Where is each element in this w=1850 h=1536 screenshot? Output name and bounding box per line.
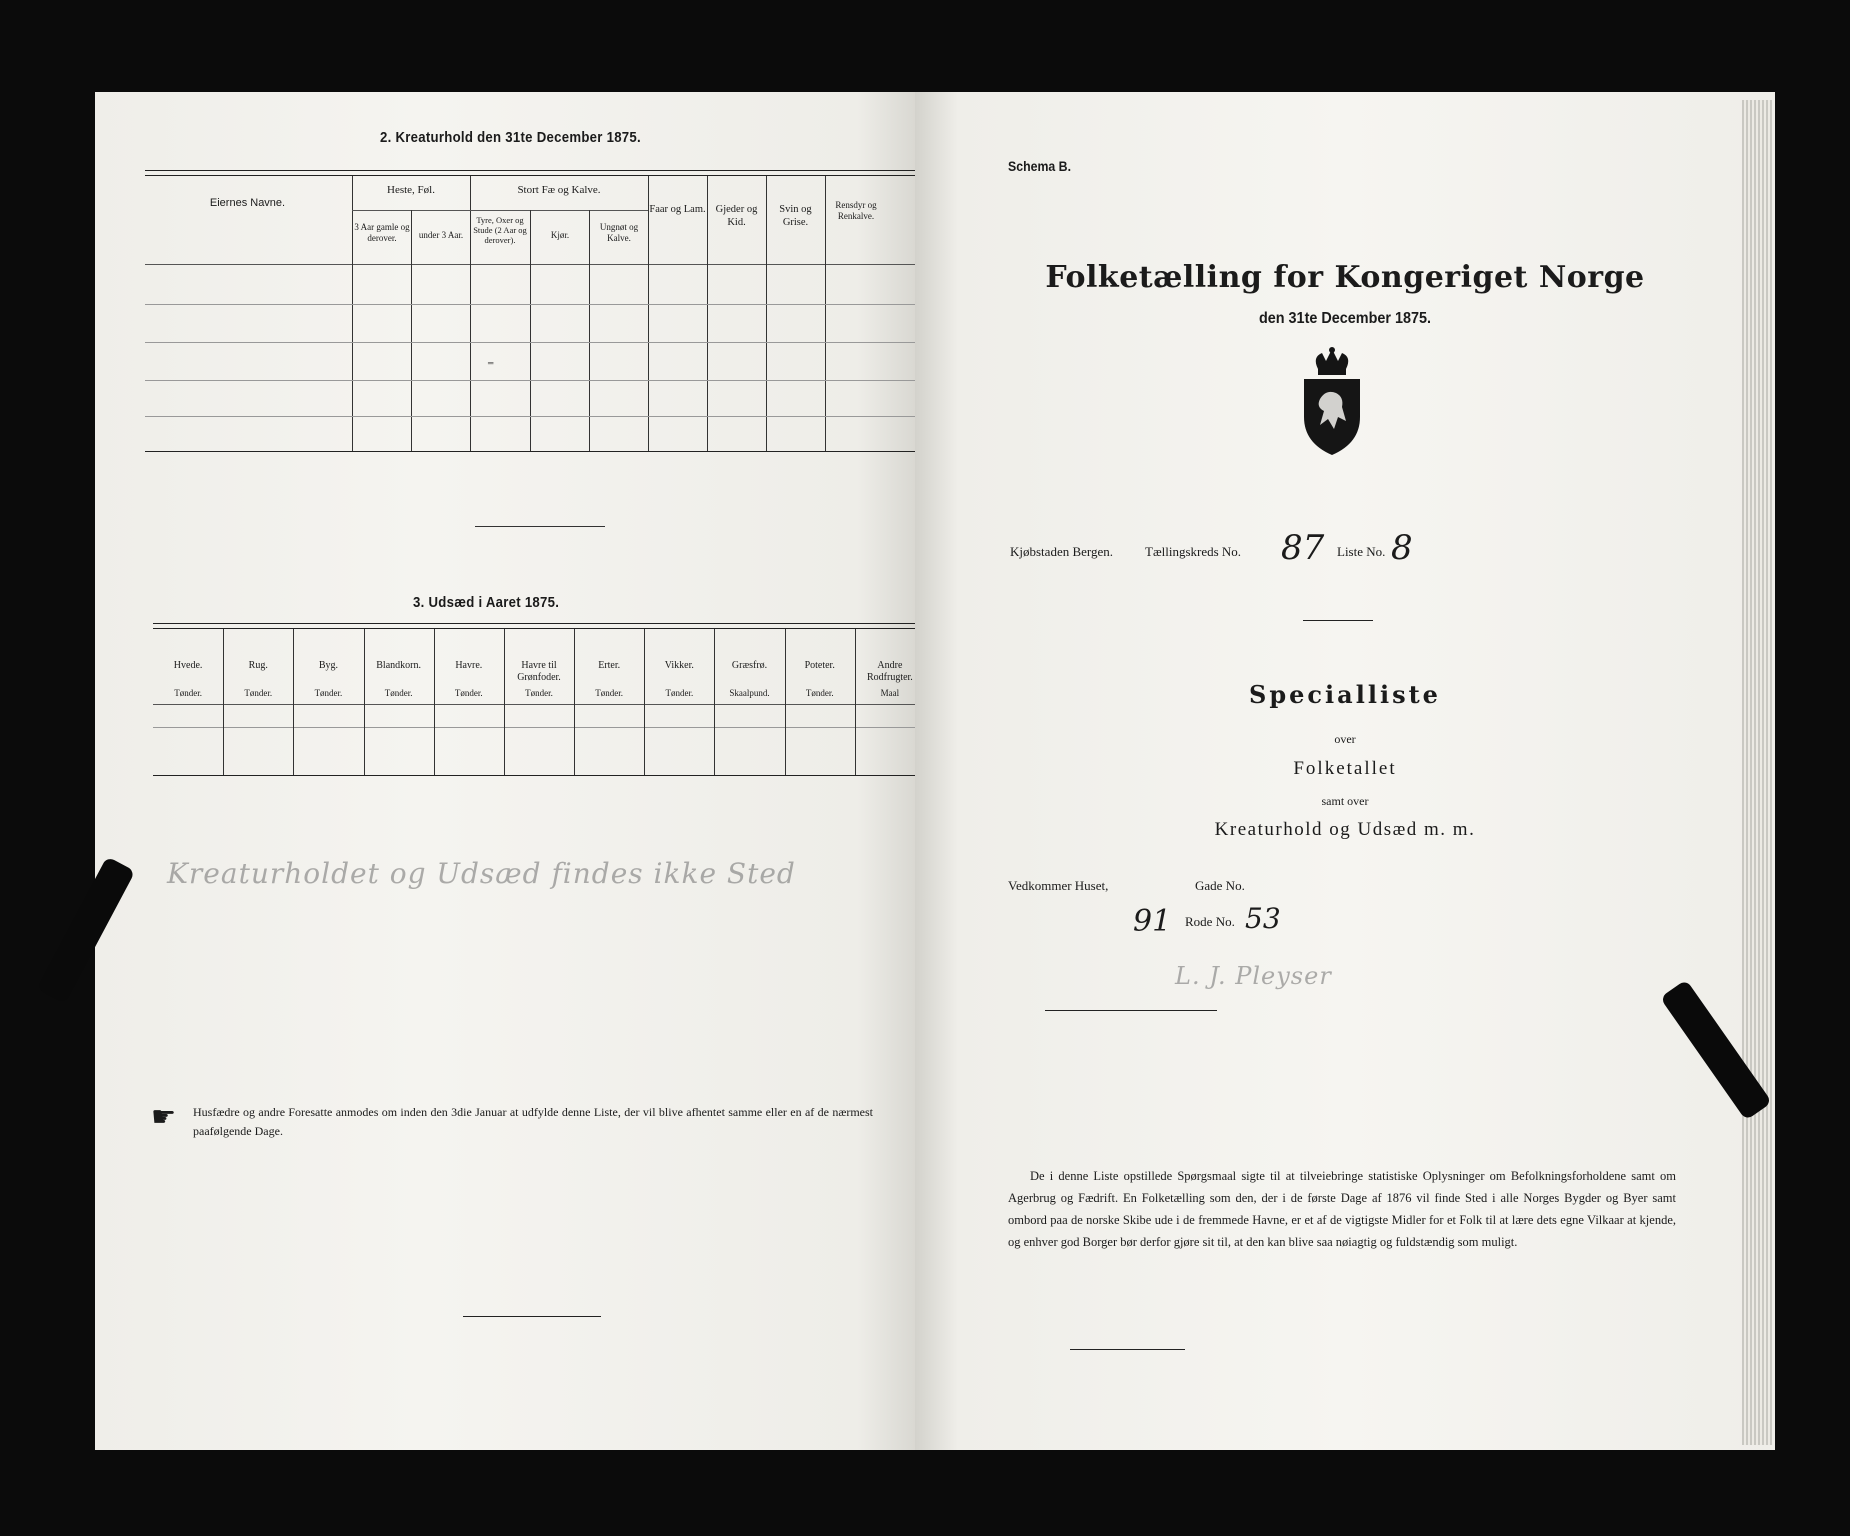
col-tyre-oxer: Tyre, Oxer og Stude (2 Aar og derover). [473,215,527,245]
col-heste-group: Heste, Føl. [387,184,435,196]
sowing-col-unit: Tønder. [665,688,694,698]
kreds-label: Tællingskreds No. [1145,544,1242,559]
sowing-col-name: Andre Rodfrugter. [866,660,913,683]
pointing-hand-icon: ☛ [151,1102,177,1133]
col-gjeder: Gjeder og Kid. [715,204,758,228]
col-rensdyr: Rensdyr og Renkalve. [835,200,877,222]
col-owner-names: Eiernes Navne. [209,197,286,209]
main-title: Folketælling for Kongeriget Norge [1045,260,1645,295]
rode-label: Rode No. [1185,914,1235,929]
sowing-col-unit: Tønder. [595,688,624,698]
sowing-col-name: Græsfrø. [731,660,768,671]
sowing-col-unit: Maal [880,688,900,698]
sowing-col-unit: Tønder. [525,688,553,698]
sowing-col-unit: Tønder. [174,688,202,698]
bottom-rule-left [463,1316,601,1317]
right-page [915,92,1775,1450]
left-border [0,0,95,1536]
sowing-col-unit: Tønder. [805,688,834,698]
sowing-col-name: Havre til Grønfoder. [517,660,561,683]
col-ungnot: Ungnøt og Kalve. [599,222,639,243]
sowing-col-name: Hvede. [173,660,203,671]
section3-title: 3. Udsæd i Aaret 1875. [413,594,560,611]
liste-value: 8 [1391,528,1413,568]
sowing-col-unit: Skaalpund. [729,688,770,698]
sowing-col-name: Poteter. [804,660,835,671]
gade-label: Gade No. [1195,878,1245,893]
separator-short [475,526,605,527]
folketallet: Folketallet [1293,758,1397,779]
right-border [1775,0,1850,1536]
sowing-col-name: Blandkorn. [376,660,421,671]
top-border [0,0,1850,92]
col-svin: Svin og Grise. [779,204,812,228]
sowing-col-unit: Tønder. [384,688,413,698]
notice-text: Husfædre og andre Foresatte anmodes om inden den 3die Januar at udfylde denne Liste, der vil blive afhentet samme eller en af de nærmest paafølgende Dage. [193,1105,873,1139]
intro-paragraph: De i denne Liste opstillede Spørgsmaal sigte til at tilveiebringe statistiske Oplysninger om Befolkningsforholdene samt om Agerbrug og Fædrift. En Folketælling som den, der i de første Dage af 1876 vil finde Sted i alle Norges Bygder og Byer samt ombord paa de norske Skibe ude i de fremmede Havne, er et af de vigtigste Midler for et Folk til at lære dets egne Vilkaar at kjende, og enhver god Borger bør derfor gjøre sit til, at den kan blive saa nøiagtig og fuldstændig som muligt. [1008,1169,1676,1249]
col-faar: Faar og Lam. [649,204,706,215]
kreaturhold-subtitle: Kreaturhold og Udsæd m. m. [1214,819,1476,840]
title-date: den 31te December 1875. [1258,310,1432,327]
liste-label: Liste No. [1337,544,1386,559]
col-storfae-group: Stort Fæ og Kalve. [517,184,601,196]
sowing-col-name: Byg. [318,660,339,671]
specialliste-title: Specialliste [1249,680,1441,709]
sowing-col-unit: Tønder. [454,688,483,698]
section2-top-rule [145,170,915,171]
rode-prefix: 91 [1133,904,1172,939]
over-1: over [1334,732,1356,746]
sowing-col-name: Havre. [455,660,483,671]
coat-of-arms-icon [1298,347,1366,457]
sowing-col-name: Rug. [248,660,268,671]
section3-top-rule [153,623,915,624]
samt-over: samt over [1321,794,1369,808]
section2-bottom-rule [145,451,915,452]
section3-bottom-rule [153,775,915,776]
sowing-col-name: Erter. [598,660,621,671]
pencil-mark: ⁼ [487,359,495,374]
bottom-border [0,1450,1850,1536]
sowing-col-unit: Tønder. [314,688,343,698]
left-page [95,92,915,1450]
signature: L. J. Pleyser [1175,962,1332,990]
kjobstad-label: Kjøbstaden Bergen. [1010,544,1114,559]
vedkommer-label: Vedkommer Huset, [1008,878,1109,893]
col-heste-under3: under 3 Aar. [418,230,464,240]
col-heste-3aar: 3 Aar gamle og derover. [354,222,410,243]
sowing-col-unit: Tønder. [244,688,273,698]
section2-title: 2. Kreaturhold den 31te December 1875. [380,129,641,146]
schema-label: Schema B. [1008,158,1072,174]
page-edges [1742,100,1772,1445]
col-kjor: Kjør. [550,230,570,240]
handwritten-note: Kreaturholdet og Udsæd findes ikke Sted [167,857,796,890]
sowing-col-name: Vikker. [664,660,694,671]
kreds-value: 87 [1281,528,1325,568]
rode-value: 53 [1245,902,1281,935]
